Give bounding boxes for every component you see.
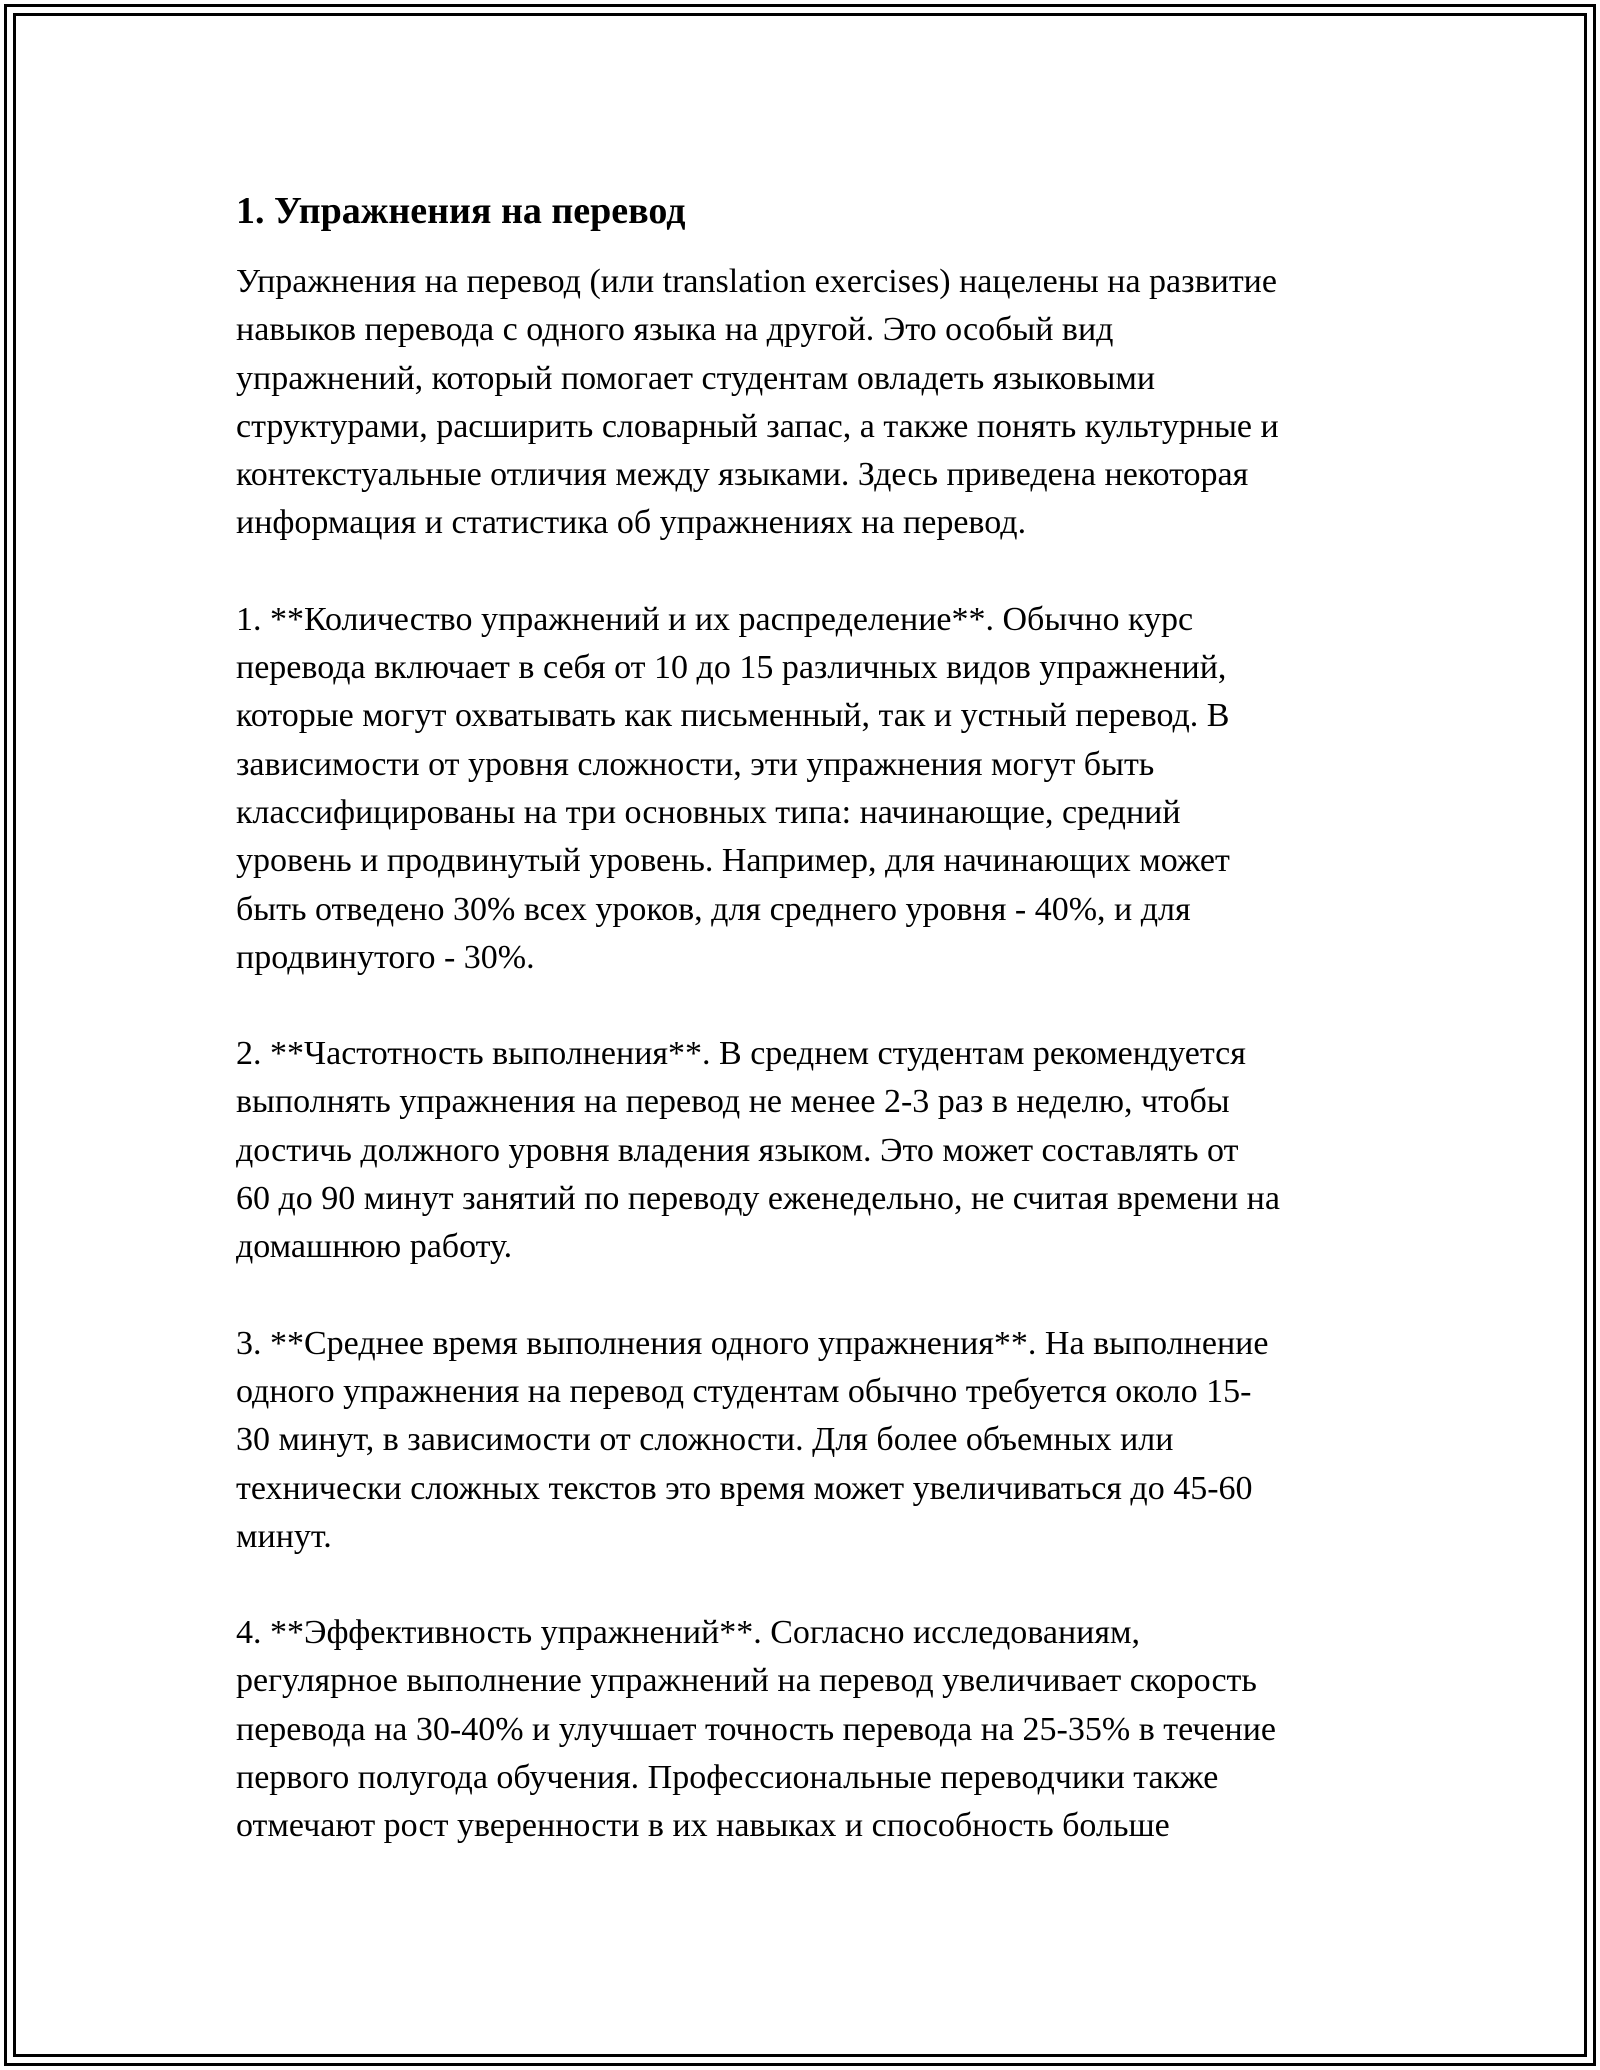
intro-paragraph: Упражнения на перевод (или translation exercises) нацелены на развитие навыков перевода с одного языка на другой. Это особый вид упражнений, который помогает студентам овладеть языковыми структурами, расширить словарный запас, а также понять культурные и контекстуальные отличия между языками. Здесь приведена некоторая информация и статистика об упражнениях на перевод. <box>236 263 1279 542</box>
point-paragraph-3: 3. **Среднее время выполнения одного упражнения**. На выполнение одного упражнения на перевод студентам обычно требуется около 15- 30 минут, в зависимости от сложности. Для более объемных или технически сложных текстов это время может увеличиваться до 45-60 минут. <box>236 1324 1269 1555</box>
point-paragraph-1: 1. **Количество упражнений и их распределение**. Обычно курс перевода включает в себя от 10 до 15 различных видов упражнений, которые могут охватывать как письменный, так и устный перевод. В зависимости от уровня сложности, эти упражнения могут быть классифицированы на три основных типа: начинающие, средний уровень и продвинутый уровень. Например, для начинающих может быть отведено 30% всех уроков, для среднего уровня - 40%, и для продвинутого - 30%. <box>236 600 1230 976</box>
document-body <box>236 186 1384 1851</box>
section-heading: 1. Упражнения на перевод <box>236 190 686 232</box>
point-paragraph-4: 4. **Эффективность упражнений**. Согласно исследованиям, регулярное выполнение упражнений на перевод увеличивает скорость перевода на 30-40% и улучшает точность перевода на 25-35% в течение первого полугода обучения. Профессиональные переводчики также отмечают рост уверенности в их навыках и способность больше <box>236 1614 1277 1845</box>
point-paragraph-2: 2. **Частотность выполнения**. В среднем студентам рекомендуется выполнять упражнения на перевод не менее 2-3 раз в неделю, чтобы достичь должного уровня владения языком. Это может составлять от 60 до 90 минут занятий по переводу еженедельно, не считая времени на домашнюю работу. <box>236 1035 1280 1266</box>
